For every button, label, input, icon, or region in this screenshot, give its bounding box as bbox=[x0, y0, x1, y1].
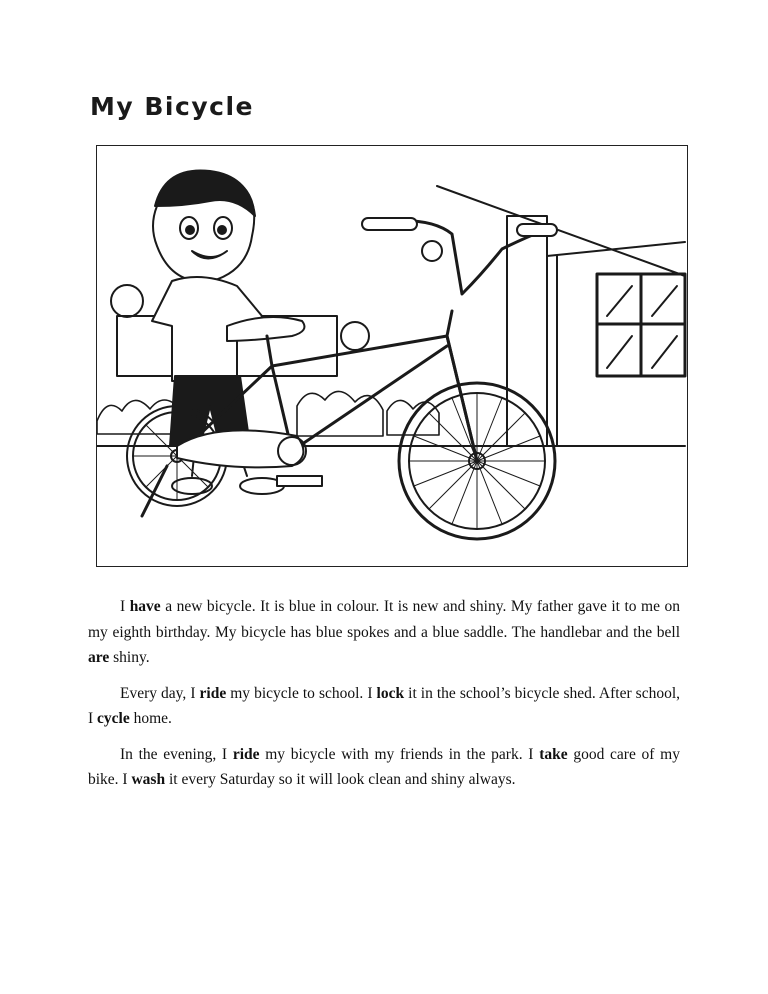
paragraph-2 bbox=[88, 681, 680, 732]
text-run: it in the school’s bicycle shed. After school, I bbox=[88, 684, 681, 727]
text-run: a new bicycle. It is blue in colour. It is new and shiny. My father gave it to me on my eighth birthday. My bicycle has blue spokes and a blue saddle. The handlebar and the bell bbox=[88, 598, 680, 641]
keyword-verb: have bbox=[129, 598, 161, 615]
text-run: In the evening, I bbox=[120, 745, 233, 763]
text-run: Every day, I bbox=[120, 684, 200, 702]
keyword-verb: are bbox=[88, 649, 110, 666]
keyword-verb: cycle bbox=[97, 710, 130, 727]
text-run: shiny. bbox=[109, 649, 150, 666]
keyword-verb: wash bbox=[131, 771, 166, 788]
bicycle-illustration bbox=[96, 145, 688, 567]
text-run: it every Saturday so it will look clean and shiny always. bbox=[165, 771, 516, 788]
keyword-verb: ride bbox=[232, 745, 260, 763]
keyword-verb: lock bbox=[376, 684, 405, 702]
keyword-verb: ride bbox=[199, 684, 227, 702]
text-run: home. bbox=[129, 710, 172, 727]
text-run: good care of my bike. I bbox=[88, 745, 680, 788]
story-text bbox=[88, 594, 680, 803]
page-title: My Bicycle bbox=[90, 92, 254, 121]
text-run: my bicycle with my friends in the park. I bbox=[259, 745, 540, 763]
paragraph-3 bbox=[88, 742, 680, 793]
paragraph-1 bbox=[88, 594, 680, 671]
text-run: I bbox=[120, 598, 130, 615]
keyword-verb: take bbox=[539, 745, 568, 763]
bushes bbox=[97, 391, 439, 436]
text-run: my bicycle to school. I bbox=[226, 684, 377, 702]
